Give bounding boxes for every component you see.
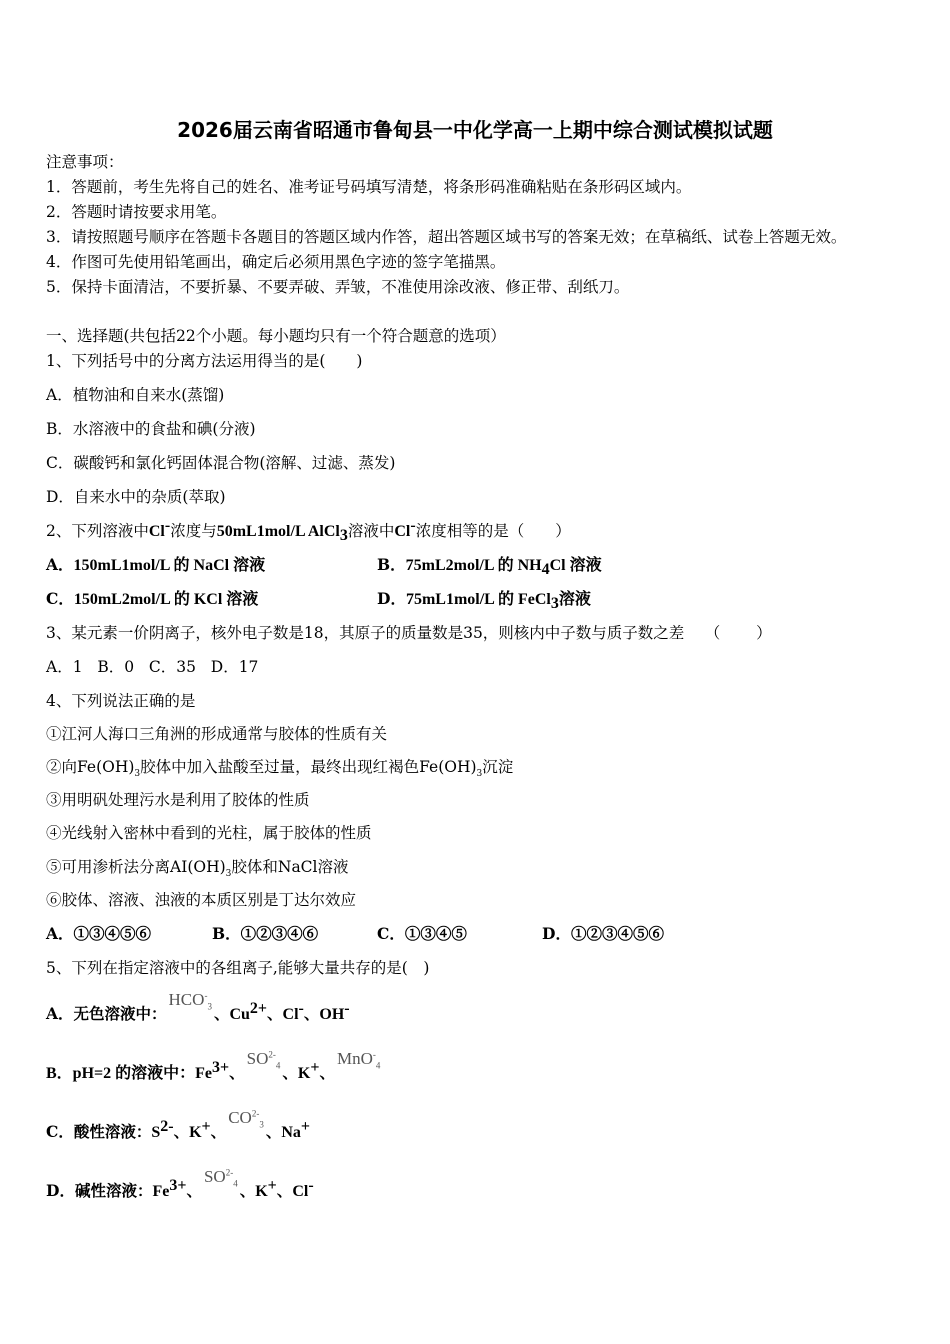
- q4-option-d: D．①②③④⑤⑥: [542, 924, 664, 943]
- q4-statement-2: ②向$Fe(OH)_3$胶体中加入盐酸至过量，最终出现红褐色$Fe(OH)_3$沉淀: [46, 758, 514, 780]
- q2-options-row-1: [46, 555, 906, 579]
- notice-item-1: 1．答题前，考生先将自己的姓名、准考证号码填写清楚，将条形码准确粘贴在条形码区域内。: [46, 178, 692, 196]
- q2-stem: 2、下列溶液中Cl-浓度与50mL1mol/L AlCl$_3$溶液中Cl-浓度相等的是（ ）: [46, 516, 571, 545]
- notice-item-2: 2．答题时请按要求用笔。: [46, 203, 227, 221]
- hco3-ion: $HCO^-_3$: [168, 990, 212, 1012]
- q1-option-b: B．水溶液中的食盐和碘(分液): [46, 420, 256, 438]
- co3-ion: $CO^{2-}_3$: [228, 1108, 264, 1130]
- q2-option-b: B．75mL2mol/L 的 $NH_4Cl$ 溶液: [377, 555, 602, 579]
- q4-option-b: B．①②③④⑥: [212, 924, 319, 943]
- q5-option-a: A．无色溶液中：$HCO^-_3$ 、$Cu^{2+}$、Cl-、OH-: [46, 990, 350, 1023]
- q5-option-c: C．酸性溶液：$S^{2-}$、K+、$CO^{2-}_3$ 、Na+: [46, 1108, 311, 1141]
- q1-stem: 1、下列括号中的分离方法运用得当的是( ): [46, 352, 363, 370]
- notice-item-4: 4．作图可先使用铅笔画出，确定后必须用黑色字迹的签字笔描黑。: [46, 253, 506, 271]
- section-heading: 一、选择题(共包括22个小题。每小题均只有一个符合题意的选项）: [46, 327, 506, 345]
- q2-option-d: D．75mL1mol/L 的 FeCl$_3$溶液: [377, 589, 591, 613]
- q5-stem: 5、下列在指定溶液中的各组离子,能够大量共存的是( ): [46, 959, 430, 977]
- notice-heading: 注意事项：: [46, 153, 124, 171]
- q1-option-d: D．自来水中的杂质(萃取): [46, 488, 226, 506]
- q4-option-a: A．①③④⑤⑥: [46, 924, 152, 943]
- so4-ion: $SO^{2-}_4$: [203, 1167, 238, 1189]
- q5-option-b: B．pH=2 的溶液中：$Fe^{3+}$、$SO^{2-}_4$ 、K+、MnO-$_4$: [46, 1049, 381, 1082]
- q3-option-b: B．0: [97, 658, 135, 676]
- so4-ion: $SO^{2-}_4$: [246, 1049, 281, 1071]
- q4-statement-4: ④光线射入密林中看到的光柱，属于胶体的性质: [46, 824, 372, 842]
- q1-option-a: A．植物油和自来水(蒸馏): [46, 386, 225, 404]
- q3-stem: 3、某元素一价阴离子，核外电子数是18，其原子的质量数是35，则核内中子数与质子数之差 （ ）: [46, 624, 772, 642]
- q3-option-c: C．35: [148, 658, 196, 676]
- q4-statement-3: ③用明矾处理污水是利用了胶体的性质: [46, 791, 310, 809]
- q2-options-row-2: [46, 589, 906, 613]
- q1-option-c: C．碳酸钙和氯化钙固体混合物(溶解、过滤、蒸发): [46, 454, 396, 472]
- q4-statement-5: ⑤可用渗析法分离$AI(OH)_3$胶体和NaCl溶液: [46, 858, 349, 880]
- q4-stem: 4、下列说法正确的是: [46, 692, 196, 710]
- exam-title: 2026届云南省昭通市鲁甸县一中化学高一上期中综合测试模拟试题: [177, 118, 773, 142]
- q4-option-c: C．①③④⑤: [377, 924, 467, 943]
- q2-option-c: C．150mL2mol/L 的 KCl 溶液: [46, 589, 259, 608]
- q3-options: [46, 657, 258, 677]
- q2-option-a: A．150mL1mol/L 的 NaCl 溶液: [46, 555, 266, 574]
- q4-statement-1: ①江河人海口三角洲的形成通常与胶体的性质有关: [46, 725, 388, 743]
- q3-option-d: D．17: [210, 658, 259, 676]
- q3-option-a: A．1: [46, 658, 83, 676]
- q4-statement-6: ⑥胶体、溶液、浊液的本质区别是丁达尔效应: [46, 891, 357, 909]
- notice-item-5: 5．保持卡面清洁，不要折暴、不要弄破、弄皱，不准使用涂改液、修正带、刮纸刀。: [46, 278, 630, 296]
- notice-item-3: 3．请按照题号顺序在答题卡各题目的答题区域内作答，超出答题区域书写的答案无效；在草稿纸、试卷上答题无效。: [46, 228, 847, 246]
- q5-option-d: D．碱性溶液：$Fe^{3+}$、$SO^{2-}_4$ 、K+、Cl-: [46, 1167, 314, 1200]
- mno4-ion: MnO-$_4$: [337, 1049, 381, 1071]
